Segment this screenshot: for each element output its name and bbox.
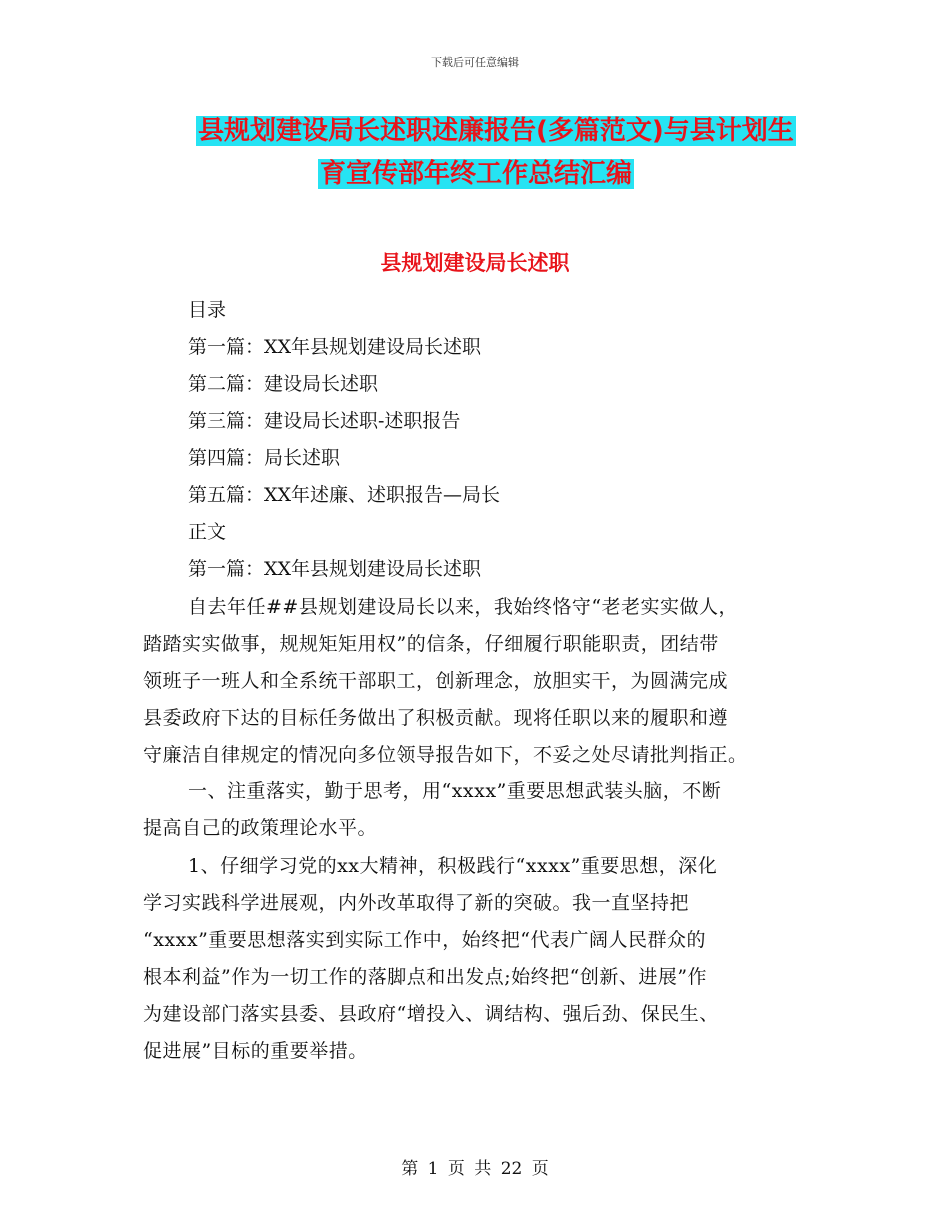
paragraph-point-one-sub-1 [143, 848, 808, 1070]
page-header-note: 下载后可任意编辑 [431, 56, 519, 69]
paragraph-line: 学习实践科学进展观，内外改革取得了新的突破。我一直坚持把 [143, 892, 690, 914]
paragraph-line: 促进展”目标的重要举措。 [143, 1040, 368, 1062]
table-of-contents [188, 292, 500, 588]
toc-item: 第二篇：建设局长述职 [188, 373, 379, 395]
document-title-line-2: 育宣传部年终工作总结汇编 [320, 159, 633, 189]
paragraph-line: 领班子一班人和全系统干部职工，创新理念，放胆实干，为圆满完成 [143, 670, 729, 692]
paragraph-line: 1、仔细学习党的xx大精神，积极践行“xxxx”重要思想，深化 [188, 855, 718, 877]
toc-item: 第四篇：局长述职 [188, 447, 341, 469]
page-number-footer: 第 1 页 共 22 页 [401, 1159, 549, 1179]
paragraph-line: 为建设部门落实县委、县政府“增投入、调结构、强后劲、保民生、 [143, 1003, 719, 1025]
paragraph-line: 踏踏实实做事，规规矩矩用权”的信条，仔细履行职能职责，团结带 [143, 633, 719, 655]
first-section-heading: 第一篇：XX年县规划建设局长述职 [188, 558, 482, 580]
section-title: 县规划建设局长述职 [380, 251, 570, 275]
paragraph-line: 根本利益”作为一切工作的落脚点和出发点;始终把“创新、进展”作 [143, 966, 708, 988]
paragraph-line: 守廉洁自律规定的情况向多位领导报告如下，不妥之处尽请批判指正。 [143, 744, 748, 766]
toc-heading: 目录 [188, 299, 227, 321]
toc-item: 第一篇：XX年县规划建设局长述职 [188, 336, 482, 358]
paragraph-intro [143, 589, 808, 774]
toc-item: 第五篇：XX年述廉、述职报告—局长 [188, 484, 501, 506]
document-title-line-1: 县规划建设局长述职述廉报告(多篇范文)与县计划生 [198, 116, 794, 146]
paragraph-line: 一、注重落实，勤于思考，用“xxxx”重要思想武装头脑，不断 [188, 780, 722, 802]
paragraph-line: 自去年任##县规划建设局长以来，我始终恪守“老老实实做人， [188, 596, 739, 618]
paragraph-line: “xxxx”重要思想落实到实际工作中，始终把“代表广阔人民群众的 [143, 929, 707, 951]
paragraph-point-one [143, 773, 808, 847]
paragraph-line: 县委政府下达的目标任务做出了积极贡献。现将任职以来的履职和遵 [143, 707, 729, 729]
paragraph-line: 提高自己的政策理论水平。 [143, 817, 378, 839]
toc-item: 第三篇：建设局长述职-述职报告 [188, 410, 461, 432]
body-heading: 正文 [188, 521, 227, 543]
